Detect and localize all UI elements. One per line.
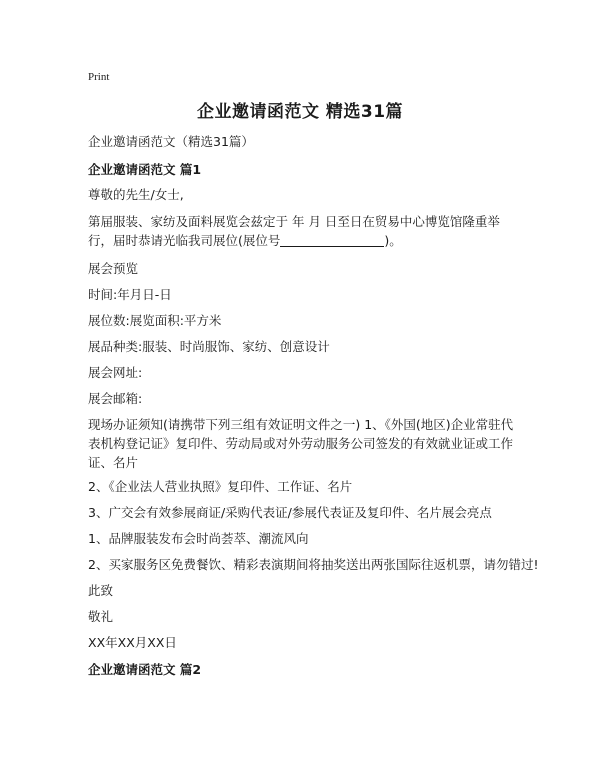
document-subtitle: 企业邀请函范文（精选31篇） — [88, 134, 254, 149]
booth-number-blank — [280, 234, 384, 247]
intro-text-part2: )。 — [384, 233, 402, 248]
section-heading-1: 企业邀请函范文 篇1 — [88, 162, 202, 177]
section-heading-2: 企业邀请函范文 篇2 — [88, 662, 202, 677]
requirement-item-2: 2、《企业法人营业执照》复印件、工作证、名片 — [88, 479, 353, 494]
greeting-text: 尊敬的先生/女士, — [88, 187, 184, 202]
page-title: 企业邀请函范文 精选31篇 — [196, 102, 404, 122]
intro-text-part1: 第届服装、家纺及面料展览会兹定于 年 月 日至日在贸易中心博览馆隆重举行，届时恭请光临我司展位(展位号 — [88, 214, 500, 248]
website-line: 展会网址: — [88, 365, 143, 380]
print-label: Print — [88, 71, 110, 83]
intro-paragraph — [88, 212, 518, 250]
preview-heading: 展会预览 — [88, 261, 139, 276]
highlight-item-1: 1、品牌服装发布会时尚荟萃、潮流风向 — [88, 531, 309, 546]
closing-regards: 敬礼 — [88, 609, 114, 624]
category-line: 展品种类:服装、时尚服饰、家纺、创意设计 — [88, 339, 330, 354]
notice-paragraph: 现场办证须知(请携带下列三组有效证明文件之一) 1、《外国(地区)企业常驻代表机构登记证》复印件、劳动局或对外劳动服务公司签发的有效就业证或工作证、名片 — [88, 417, 514, 470]
booth-line: 展位数:展览面积:平方米 — [88, 313, 222, 328]
closing-salutation: 此致 — [88, 583, 114, 598]
date-line: XX年XX月XX日 — [88, 635, 177, 650]
time-line: 时间:年月日-日 — [88, 287, 172, 302]
requirement-item-3: 3、广交会有效参展商证/采购代表证/参展代表证及复印件、名片展会亮点 — [88, 505, 492, 520]
highlight-item-2: 2、买家服务区免费餐饮、精彩表演期间将抽奖送出两张国际往返机票，请勿错过! — [88, 557, 539, 572]
email-line: 展会邮箱: — [88, 391, 143, 406]
